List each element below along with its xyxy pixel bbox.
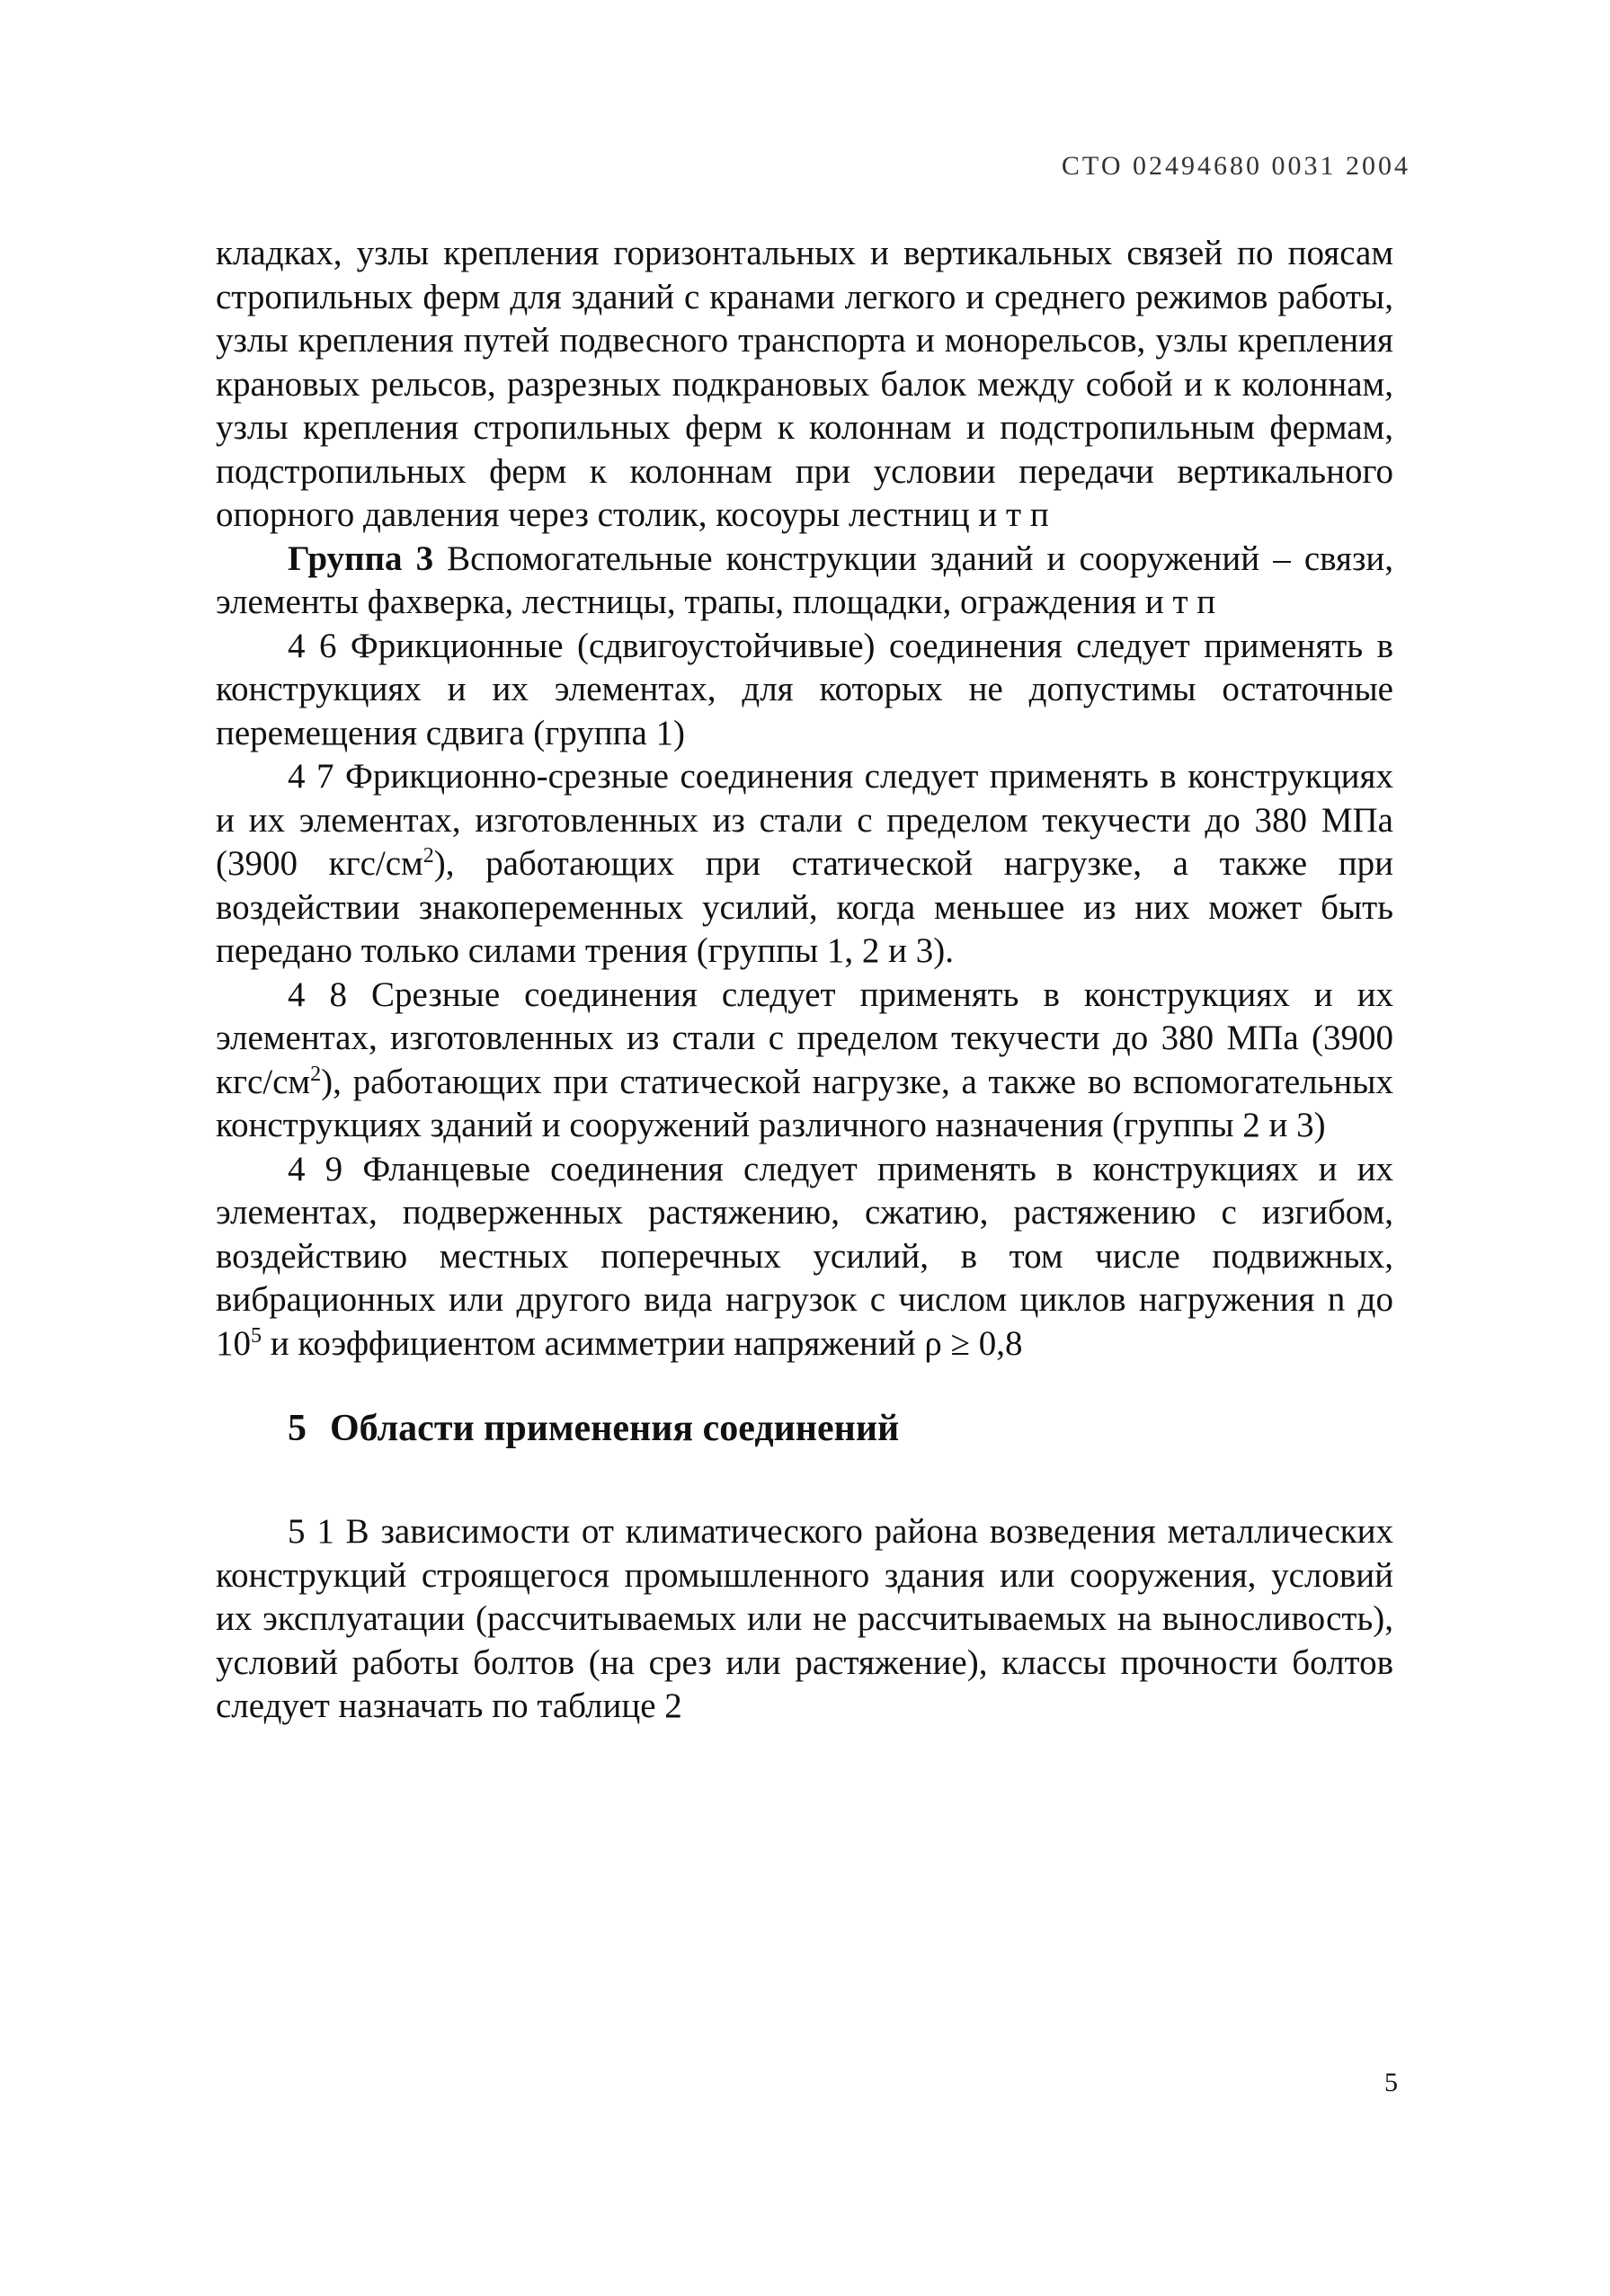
section-title: Области применения соединений xyxy=(330,1408,900,1449)
paragraph-4-8-part-b: ), работающих при статической нагрузке, а также во вспомогательных конструкциях зданий и сооружений различного назначения (группы 2 и 3) xyxy=(216,1062,1393,1144)
paragraph-4-7-part-a: 4 7 Фрикционно-срезные соединения следует применять в конструкциях и их элементах, изготовленных из стали с пределом текучести до 380 МПа (3900 кгс/см xyxy=(216,757,1393,883)
paragraph-continuation: кладках, узлы крепления горизонтальных и вертикальных связей по поясам стропильных ферм для зданий с кранами легкого и среднего режимов работы, узлы крепления путей подвесного транспорта и монорельсов, узлы крепления крановых рельсов, разрезных подкрановых балок между собой и к колоннам, узлы крепления стропильных ферм к колоннам и подстропильным фермам, подстропильных ферм к колоннам при условии передачи вертикального опорного давления через столик, косоуры лестниц и т п xyxy=(216,234,1393,534)
paragraph-4-8-part-a: 4 8 Срезные соединения следует применять в конструкциях и их элементах, изготовленных из стали с пределом текучести до 380 МПа (3900 кгс/см xyxy=(216,974,1393,1101)
section-5-body xyxy=(216,1510,1393,1729)
section-number: 5 xyxy=(288,1408,307,1449)
section-5-heading xyxy=(288,1407,899,1450)
paragraph-5-1: 5 1 В зависимости от климатического района возведения металлических конструкций строящегося промышленного здания или сооружения, условий их эксплуатации (рассчитываемых или не рассчитываемых на выносливость), условий работы болтов (на срез или растяжение), классы прочности болтов следует назначать по таблице 2 xyxy=(216,1512,1393,1725)
superscript-2: 2 xyxy=(310,1062,322,1086)
section-4-continued xyxy=(216,232,1393,1366)
superscript-2: 2 xyxy=(423,844,434,868)
group-3-text: Вспомогательные конструкции зданий и сооружений – связи, элементы фахверка, лестницы, трапы, площадки, ограждения и т п xyxy=(216,538,1393,621)
superscript-5: 5 xyxy=(251,1323,262,1348)
paragraph-group-3 xyxy=(216,538,1393,625)
paragraph-4-7 xyxy=(216,755,1393,974)
paragraph-4-7-part-b: ), работающих при статической нагрузке, а также при воздействии знакопеременных усилий, когда меньшее из них может быть передано только силами трения (группы 1, 2 и 3). xyxy=(216,844,1393,970)
group-3-label: Группа 3 xyxy=(288,538,434,578)
paragraph-4-8 xyxy=(216,974,1393,1148)
paragraph-4-9-part-b: и коэффициентом асимметрии напряжений ρ ≥ 0,8 xyxy=(262,1323,1023,1363)
page-number: 5 xyxy=(1384,2068,1398,2097)
document-code: СТО 02494680 0031 2004 xyxy=(1061,151,1410,181)
paragraph-4-9 xyxy=(216,1148,1393,1366)
paragraph-4-9-part-a: 4 9 Фланцевые соединения следует применять в конструкциях и их элементах, подверженных растяжению, сжатию, растяжению с изгибом, воздействию местных поперечных усилий, в том числе подвижных, вибрационных или другого вида нагрузок с числом циклов нагружения n до 10 xyxy=(216,1149,1393,1363)
paragraph-4-6: 4 6 Фрикционные (сдвигоустойчивые) соединения следует применять в конструкциях и их элементах, для которых не допустимы остаточные перемещения сдвига (группа 1) xyxy=(216,626,1393,752)
